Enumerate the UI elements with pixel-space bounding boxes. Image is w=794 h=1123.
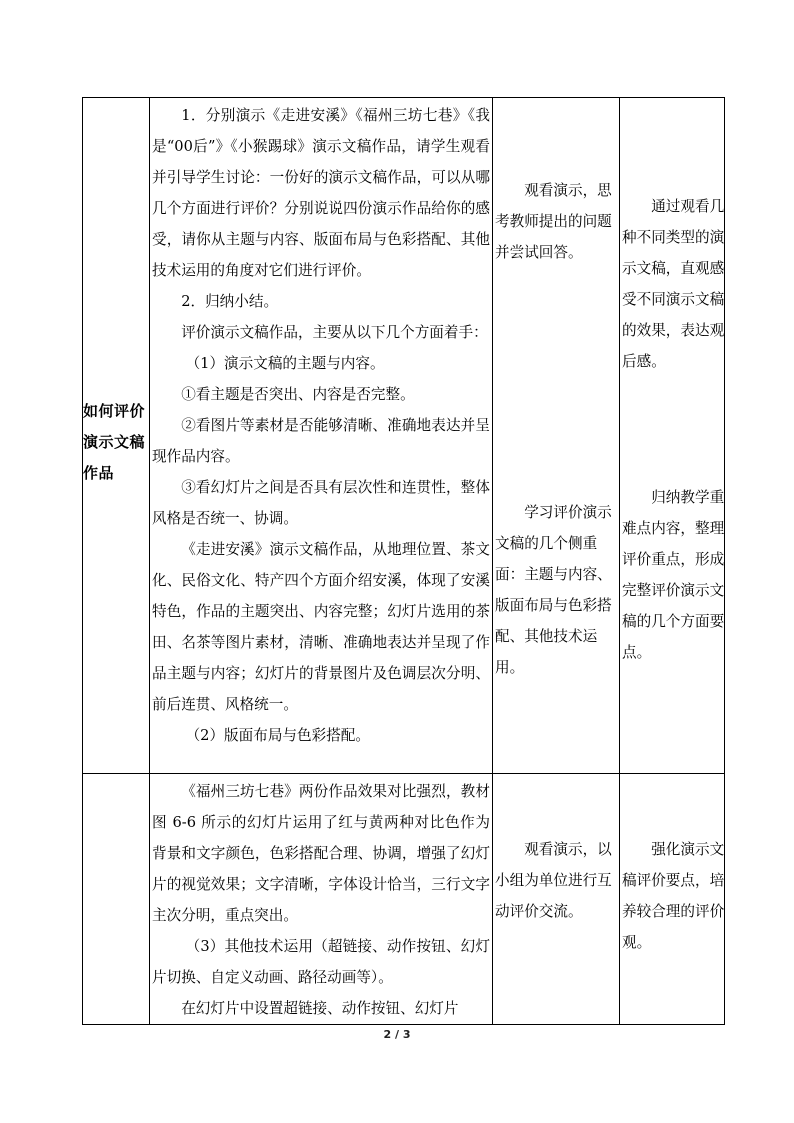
paragraph: 《福州三坊七巷》两份作品效果对比强烈，教材图 6-6 所示的幻灯片运用了红与黄两种对比色作为背景和文字颜色，色彩搭配合理、协调，增强了幻灯片的视觉效果；文字清晰，字体设计恰当，三行文字主次分明，重点突出。 — [152, 783, 490, 924]
paragraph: 1．分别演示《走进安溪》《福州三坊七巷》《我是“00后”》《小猴踢球》演示文稿作品，请学生观看并引导学生讨论：一份好的演示文稿作品，可以从哪几个方面进行评价？分别说说四份演示作品给你的感受，请你从主题与内容、版面布局与色彩搭配、其他技术运用的角度对它们进行评价。 — [152, 107, 490, 279]
student-activity-text: 观看演示，以小组为单位进行互动评价交流。 — [495, 841, 612, 920]
design-intent-text: 归纳教学重难点内容，整理评价重点，形成完整评价演示文稿的几个方面要点。 — [622, 489, 725, 661]
student-activity-text: 学习评价演示文稿的几个侧重面：主题与内容、版面布局与色彩搭配、其他技术运用。 — [495, 504, 612, 676]
page-number: 2 / 3 — [383, 1028, 411, 1041]
design-intent-cell — [620, 98, 725, 774]
paragraph: （3）其他技术运用（超链接、动作按钮、幻灯片切换、自定义动画、路径动画等）。 — [152, 938, 490, 986]
table-row — [83, 98, 725, 774]
student-activity-cell — [493, 774, 620, 1025]
paragraph: 在幻灯片中设置超链接、动作按钮、幻灯片 — [181, 1000, 459, 1017]
topic-cell — [83, 98, 150, 774]
paragraph: 2．归纳小结。 — [181, 293, 279, 310]
design-intent-text: 通过观看几种不同类型的演示文稿，直观感受不同演示文稿的效果，表达观后感。 — [622, 198, 725, 370]
paragraph: ③看幻灯片之间是否具有层次性和连贯性，整体风格是否统一、协调。 — [152, 479, 490, 527]
paragraph: 评价演示文稿作品，主要从以下几个方面着手： — [181, 324, 488, 341]
teacher-activity-cell — [150, 774, 493, 1025]
design-intent-text: 强化演示文稿评价要点，培养较合理的评价观。 — [622, 841, 725, 951]
topic-label: 如何评价演示文稿作品 — [83, 402, 146, 482]
teacher-activity-cell — [150, 98, 493, 774]
lesson-plan-table — [82, 97, 725, 1025]
topic-cell — [83, 774, 150, 1025]
paragraph: 《走进安溪》演示文稿作品，从地理位置、茶文化、民俗文化、特产四个方面介绍安溪，体现了安溪特色，作品的主题突出、内容完整；幻灯片选用的茶田、名茶等图片素材，清晰、准确地表达并呈现了作品主题与内容；幻灯片的背景图片及色调层次分明、前后连贯、风格统一。 — [152, 541, 490, 713]
student-activity-text: 观看演示，思考教师提出的问题并尝试回答。 — [495, 182, 612, 261]
paragraph: ①看主题是否突出、内容是否完整。 — [181, 386, 415, 403]
paragraph: ②看图片等素材是否能够清晰、准确地表达并呈现作品内容。 — [152, 417, 490, 465]
paragraph: （1）演示文稿的主题与内容。 — [185, 355, 385, 372]
design-intent-cell — [620, 774, 725, 1025]
table-row — [83, 774, 725, 1025]
student-activity-cell — [493, 98, 620, 774]
paragraph: （2）版面布局与色彩搭配。 — [185, 727, 370, 744]
